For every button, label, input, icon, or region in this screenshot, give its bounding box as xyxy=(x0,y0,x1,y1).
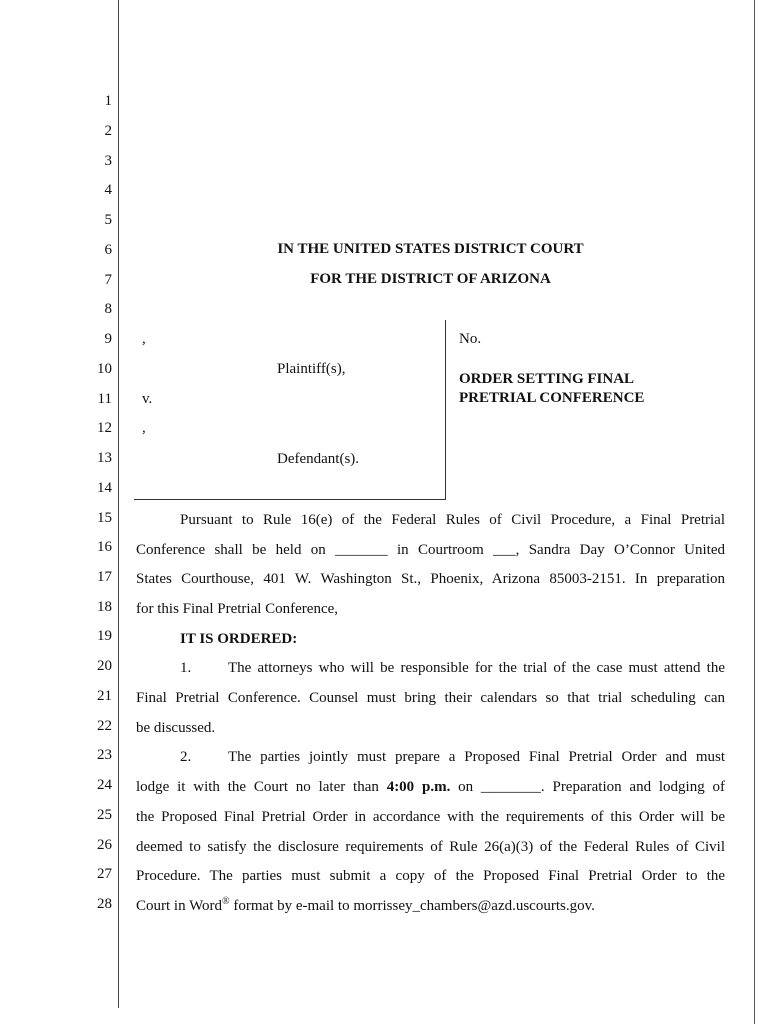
line-number: 2 xyxy=(104,123,112,139)
line-number: 1 xyxy=(104,93,112,109)
line-number: 19 xyxy=(97,628,112,644)
line-number: 20 xyxy=(97,658,112,674)
versus-label: v. xyxy=(142,391,153,407)
order-title-line2: PRETRIAL CONFERENCE xyxy=(459,390,645,406)
caption-divider-horizontal xyxy=(134,499,446,500)
paragraph-line xyxy=(136,778,725,796)
district-heading: FOR THE DISTRICT OF ARIZONA xyxy=(310,271,551,287)
line-number: 10 xyxy=(97,361,112,377)
line-number: 26 xyxy=(97,837,112,853)
it-is-ordered-heading: IT IS ORDERED: xyxy=(180,631,298,647)
paragraph-line: the Proposed Final Pretrial Order in accordance with the requirements of this Order will be xyxy=(136,809,725,825)
paragraph-line: Procedure. The parties must submit a copy of the Proposed Final Pretrial Order to the xyxy=(136,868,725,884)
court-heading: IN THE UNITED STATES DISTRICT COURT xyxy=(277,241,584,257)
item-number: 1. xyxy=(180,660,192,676)
paragraph-line: for this Final Pretrial Conference, xyxy=(136,601,339,617)
text-run: lodge it with the Court no later than xyxy=(136,779,387,795)
paragraph-line: deemed to satisfy the disclosure requirements of Rule 26(a)(3) of the Federal Rules of Civil xyxy=(136,839,725,855)
line-number: 25 xyxy=(97,807,112,823)
deadline-time: 4:00 p.m. xyxy=(386,779,451,795)
paragraph-line: The attorneys who will be responsible for the trial of the case must attend the xyxy=(228,660,725,676)
line-number: 3 xyxy=(104,153,112,169)
line-number: 7 xyxy=(104,272,112,288)
left-margin-rule xyxy=(118,0,119,1008)
paragraph-line: The parties jointly must prepare a Proposed Final Pretrial Order and must xyxy=(228,749,725,765)
paragraph-line: Conference shall be held on _______ in Courtroom ___, Sandra Day O’Connor United xyxy=(136,542,725,558)
paragraph-line: States Courthouse, 401 W. Washington St., Phoenix, Arizona 85003-2151. In preparation xyxy=(136,571,725,587)
item-number: 2. xyxy=(180,749,192,765)
line-number: 27 xyxy=(97,866,112,882)
line-number: 22 xyxy=(97,718,112,734)
plaintiff-label: Plaintiff(s), xyxy=(277,361,346,377)
defendant-label: Defendant(s). xyxy=(277,451,360,467)
line-number: 9 xyxy=(104,331,112,347)
registered-mark: ® xyxy=(222,896,230,907)
right-margin-rule xyxy=(754,0,755,1024)
paragraph-line: Pursuant to Rule 16(e) of the Federal Rules of Civil Procedure, a Final Pretrial xyxy=(180,512,725,528)
line-number: 13 xyxy=(97,450,112,466)
order-title-line1: ORDER SETTING FINAL xyxy=(459,371,635,387)
line-number: 5 xyxy=(104,212,112,228)
text-run: on ________. Preparation and lodging of xyxy=(450,779,725,795)
line-number: 8 xyxy=(104,301,112,317)
caption-divider-vertical xyxy=(445,320,446,500)
line-number: 6 xyxy=(104,242,112,258)
text-run: Court in Word xyxy=(136,898,223,914)
email-text: format by e-mail to morrissey_chambers@azd.uscourts.gov. xyxy=(229,898,595,914)
case-number-label: No. xyxy=(459,331,482,347)
line-number: 21 xyxy=(97,688,112,704)
line-number: 11 xyxy=(97,391,112,407)
line-number: 18 xyxy=(97,599,112,615)
paragraph-line: be discussed. xyxy=(136,720,216,736)
plaintiff-name: , xyxy=(142,331,146,347)
line-number: 15 xyxy=(97,510,112,526)
defendant-name: , xyxy=(142,420,146,436)
line-number: 17 xyxy=(97,569,112,585)
line-number: 23 xyxy=(97,747,112,763)
line-number: 14 xyxy=(97,480,112,496)
line-number: 12 xyxy=(97,420,112,436)
paragraph-line: Final Pretrial Conference. Counsel must bring their calendars so that trial scheduling can xyxy=(136,690,725,706)
line-number: 28 xyxy=(97,896,112,912)
line-number: 24 xyxy=(97,777,112,793)
paragraph-line xyxy=(136,897,595,915)
line-number: 16 xyxy=(97,539,112,555)
line-number: 4 xyxy=(104,182,112,198)
